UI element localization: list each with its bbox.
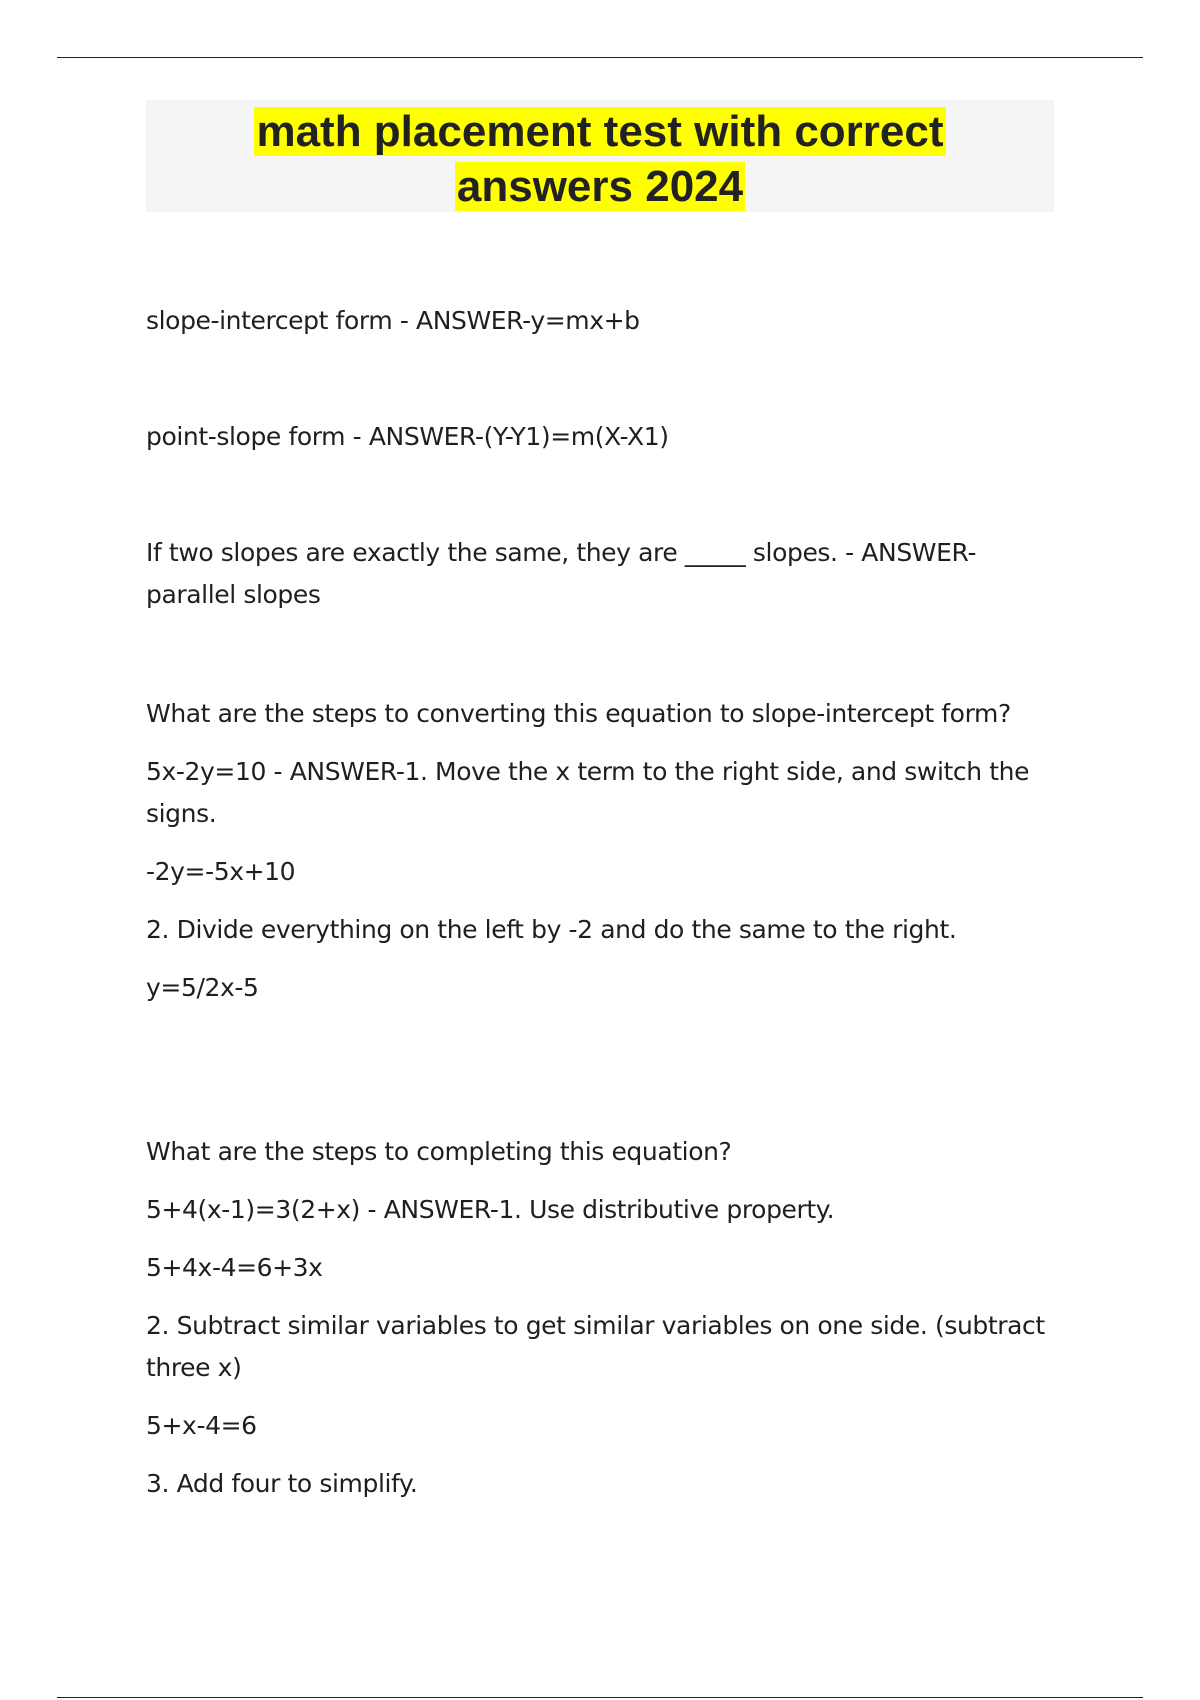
title-line-1: math placement test with correct	[256, 107, 944, 156]
title-line-2: answers 2024	[456, 162, 744, 211]
qa-line: slope-intercept form - ANSWER-y=mx+b	[146, 306, 640, 335]
qa-line: If two slopes are exactly the same, they are _____ slopes. - ANSWER-parallel slopes	[146, 538, 977, 609]
qa-item-4	[146, 693, 1046, 1009]
qa-line: y=5/2x-5	[146, 973, 259, 1002]
document-title	[146, 104, 1054, 214]
bottom-rule	[57, 1697, 1143, 1698]
qa-line: 5+4(x-1)=3(2+x) - ANSWER-1. Use distributive property.	[146, 1195, 835, 1224]
qa-line: 2. Divide everything on the left by -2 and do the same to the right.	[146, 915, 957, 944]
qa-item-1	[146, 300, 1046, 342]
qa-line: 5+x-4=6	[146, 1411, 257, 1440]
title-box	[146, 100, 1054, 212]
qa-line: 3. Add four to simplify.	[146, 1469, 418, 1498]
qa-item-3	[146, 532, 1046, 616]
qa-line: 5x-2y=10 - ANSWER-1. Move the x term to the right side, and switch the signs.	[146, 757, 1030, 828]
qa-item-5	[146, 1131, 1046, 1505]
top-rule	[57, 57, 1143, 58]
qa-question: What are the steps to completing this equation?	[146, 1137, 732, 1166]
qa-line: 5+4x-4=6+3x	[146, 1253, 323, 1282]
qa-question: What are the steps to converting this equation to slope-intercept form?	[146, 699, 1011, 728]
qa-item-2	[146, 416, 1046, 458]
qa-line: point-slope form - ANSWER-(Y-Y1)=m(X-X1)	[146, 422, 669, 451]
qa-line: -2y=-5x+10	[146, 857, 296, 886]
qa-line: 2. Subtract similar variables to get similar variables on one side. (subtract three x)	[146, 1311, 1045, 1382]
